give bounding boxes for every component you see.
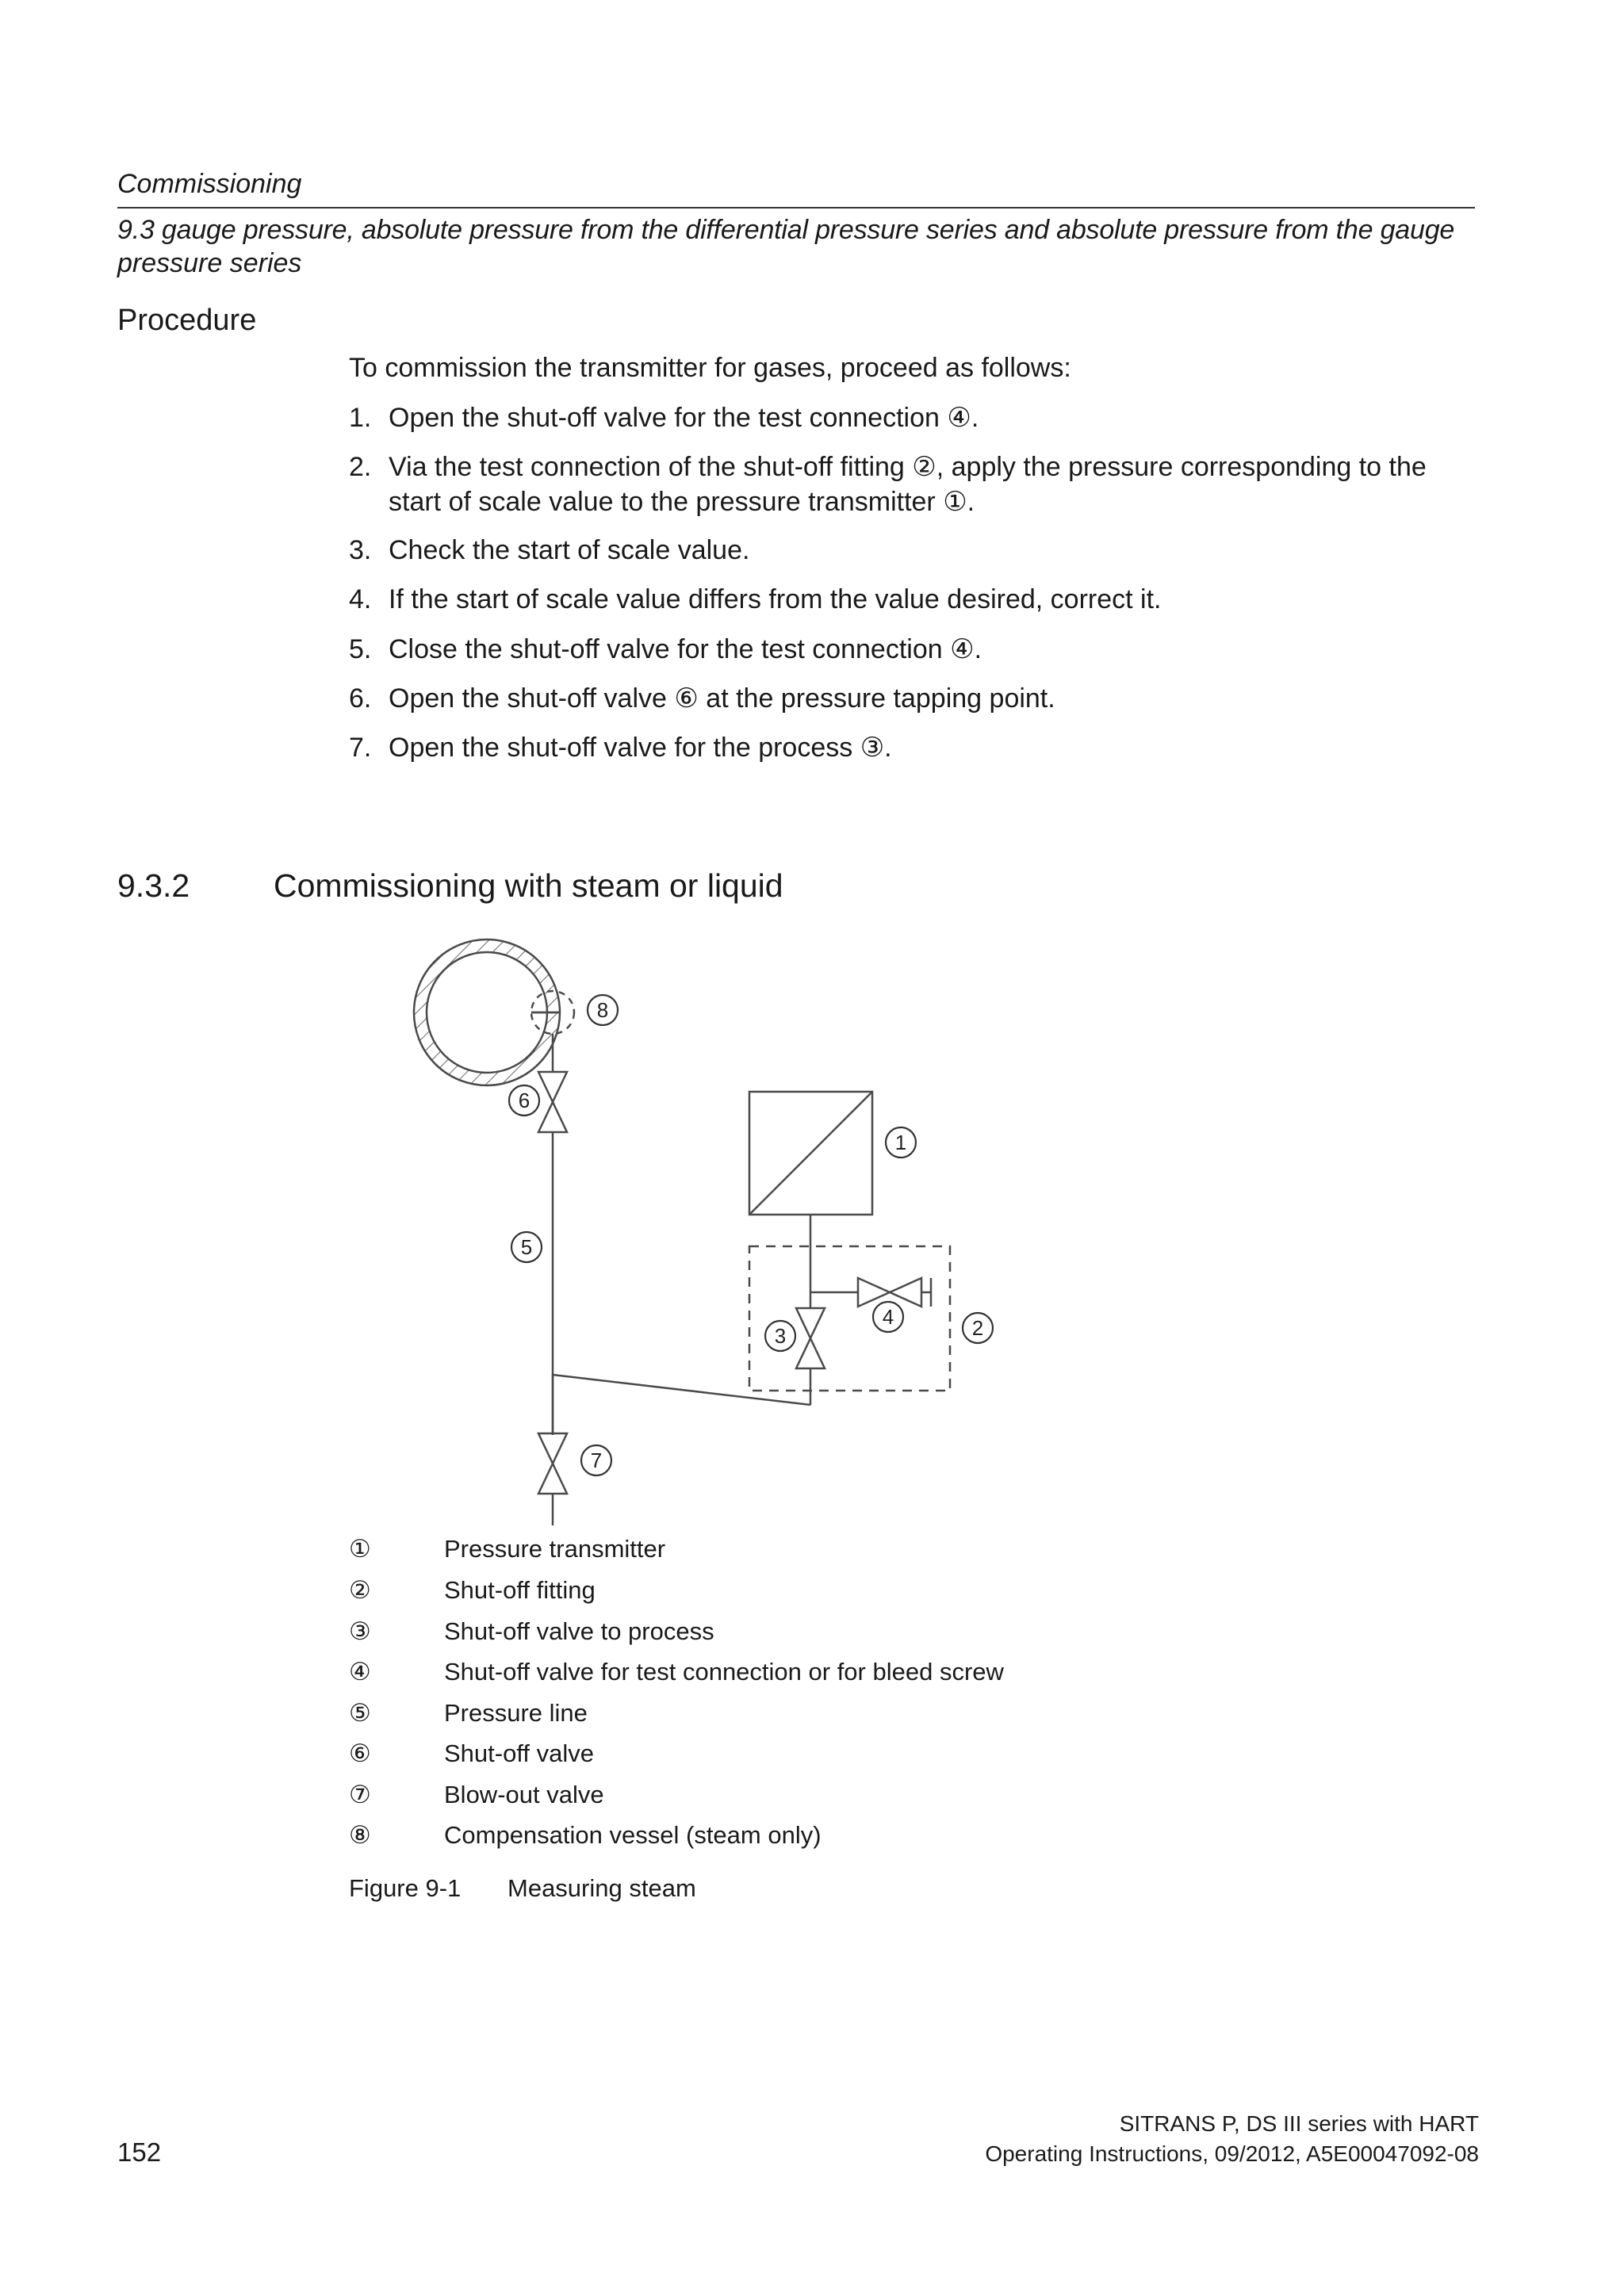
step-text: Close the shut-off valve for the test connection ④. xyxy=(389,634,982,664)
running-header-chapter: Commissioning xyxy=(117,169,302,199)
blow-out-valve-7 xyxy=(538,1433,567,1494)
step-number: 3. xyxy=(349,535,372,565)
section-number: 9.3.2 xyxy=(117,867,190,904)
legend-label: Shut-off valve for test connection or for bleed screw xyxy=(444,1658,1004,1686)
figure-caption: Measuring steam xyxy=(508,1874,696,1902)
page-number: 152 xyxy=(117,2137,162,2167)
step-text: Open the shut-off valve ⑥ at the pressure tapping point. xyxy=(389,683,1055,714)
svg-text:3: 3 xyxy=(774,1324,787,1348)
callout-2 xyxy=(963,1313,993,1343)
legend-label: Blow-out valve xyxy=(444,1781,604,1808)
running-header-section-line2: pressure series xyxy=(117,248,302,278)
legend-label: Shut-off fitting xyxy=(444,1576,596,1604)
running-header-section-line1: 9.3 gauge pressure, absolute pressure from the differential pressure series and absolute pressure from the gauge xyxy=(117,215,1455,245)
legend-marker: ④ xyxy=(349,1658,371,1686)
step-number: 2. xyxy=(349,452,372,482)
callout-7 xyxy=(581,1445,611,1475)
svg-text:8: 8 xyxy=(596,998,609,1022)
legend-marker: ⑧ xyxy=(349,1821,371,1849)
legend-marker: ⑦ xyxy=(349,1781,371,1808)
footer-product: SITRANS P, DS III series with HART xyxy=(1119,2111,1479,2136)
legend-label: Shut-off valve xyxy=(444,1739,594,1767)
svg-text:4: 4 xyxy=(882,1305,894,1329)
legend-label: Pressure transmitter xyxy=(444,1535,666,1563)
figure-number: Figure 9-1 xyxy=(349,1874,462,1902)
step-number: 6. xyxy=(349,683,372,714)
legend-marker: ③ xyxy=(349,1617,371,1645)
shut-off-valve-3 xyxy=(796,1308,825,1368)
procedure-heading: Procedure xyxy=(117,304,257,337)
step-text: Open the shut-off valve for the test connection ④. xyxy=(389,403,979,433)
callout-4 xyxy=(873,1302,903,1332)
step-number: 7. xyxy=(349,733,372,763)
svg-text:7: 7 xyxy=(590,1448,603,1472)
svg-text:2: 2 xyxy=(971,1316,984,1340)
legend-label: Compensation vessel (steam only) xyxy=(444,1821,822,1849)
step-text: Check the start of scale value. xyxy=(389,535,750,565)
svg-text:1: 1 xyxy=(894,1131,907,1154)
procedure-intro: To commission the transmitter for gases, proceed as follows: xyxy=(349,353,1071,383)
callout-6 xyxy=(509,1085,539,1115)
step-text: Open the shut-off valve for the process ③. xyxy=(389,733,892,763)
callout-1 xyxy=(886,1127,916,1158)
step-number: 1. xyxy=(349,403,372,433)
step-number: 4. xyxy=(349,584,372,614)
legend-label: Shut-off valve to process xyxy=(444,1617,714,1645)
callout-5 xyxy=(511,1232,542,1262)
pressure-transmitter-1 xyxy=(749,1092,872,1215)
step-number: 5. xyxy=(349,634,372,664)
legend-marker: ① xyxy=(349,1535,371,1563)
shut-off-fitting-2 xyxy=(749,1246,950,1391)
legend-marker: ⑥ xyxy=(349,1739,371,1767)
svg-text:6: 6 xyxy=(518,1089,530,1112)
legend-marker: ⑤ xyxy=(349,1699,371,1727)
step-text: Via the test connection of the shut-off fitting ②, apply the pressure corresponding to the start of scale value to the pressure transmitter ①. xyxy=(389,452,1427,517)
callout-3 xyxy=(765,1321,795,1351)
callout-8 xyxy=(588,995,618,1025)
legend-label: Pressure line xyxy=(444,1699,588,1727)
footer-doc-info: Operating Instructions, 09/2012, A5E00047092-08 xyxy=(985,2141,1479,2166)
step-text: If the start of scale value differs from the value desired, correct it. xyxy=(389,584,1162,614)
shut-off-valve-6 xyxy=(538,1072,567,1132)
section-title: Commissioning with steam or liquid xyxy=(274,867,783,904)
legend-marker: ② xyxy=(349,1576,371,1604)
svg-text:5: 5 xyxy=(520,1235,533,1259)
